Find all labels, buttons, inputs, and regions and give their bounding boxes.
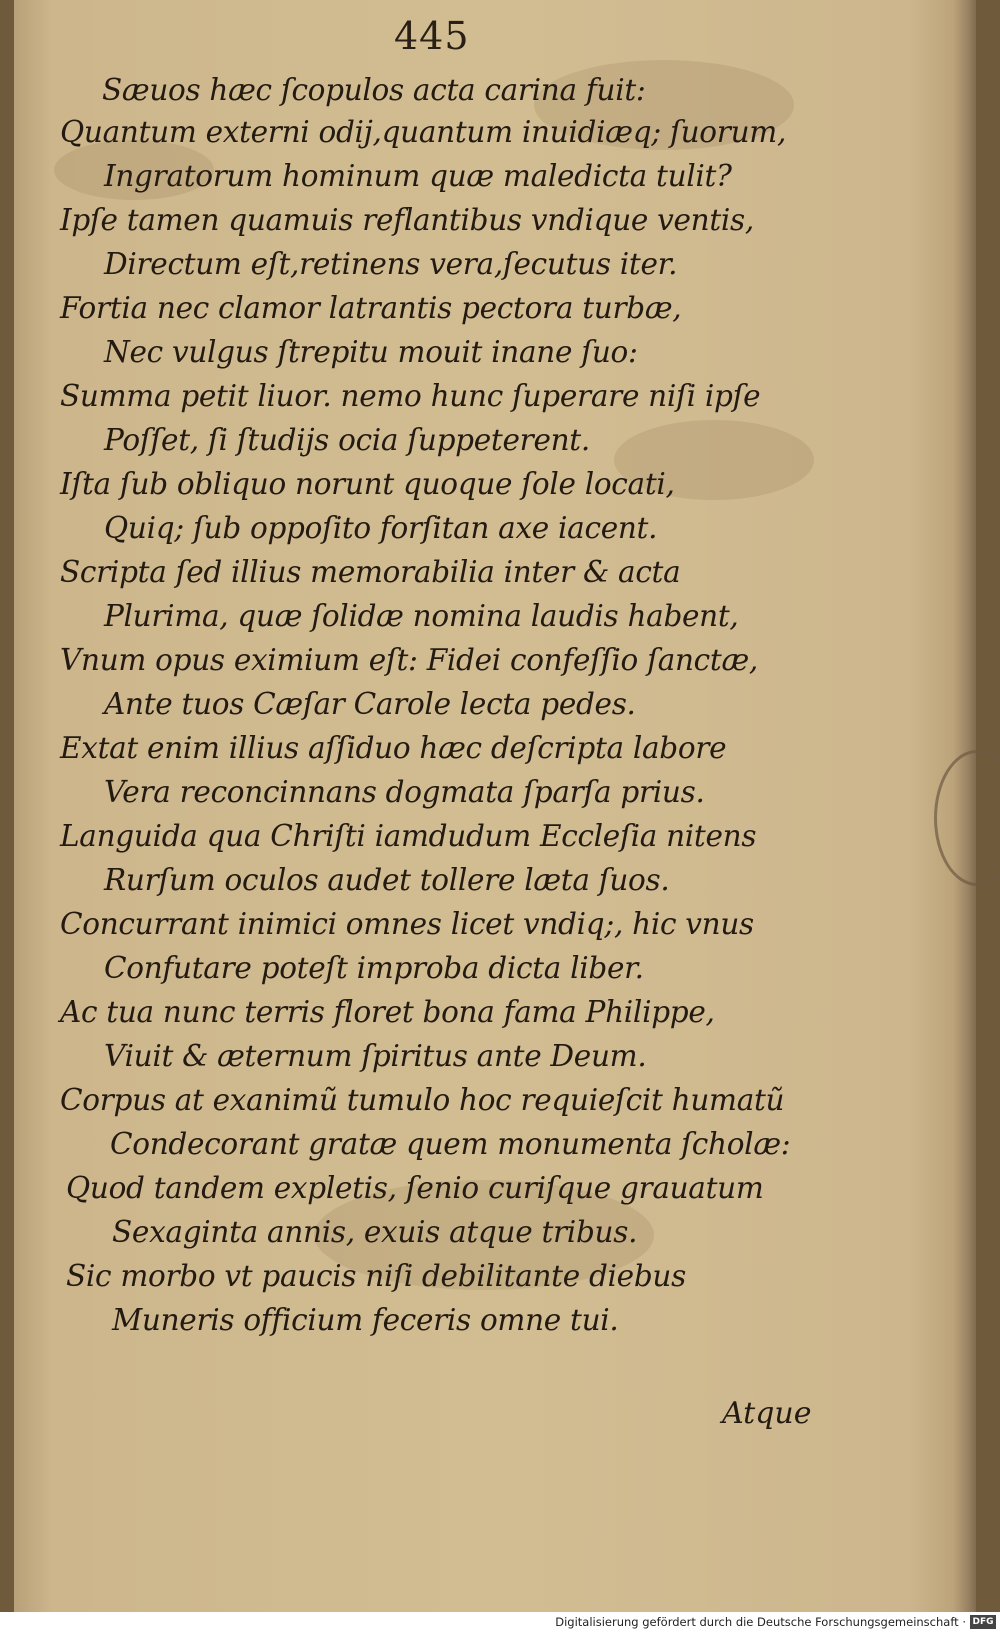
verse-line: Ipſe tamen quamuis reflantibus vndique ventis, <box>60 203 754 237</box>
verse-line: Poſſet, ſi ſtudijs ocia ſuppeterent. <box>104 423 590 457</box>
verse-line: Condecorant gratæ quem monumenta ſcholæ: <box>110 1127 791 1161</box>
verse-line: Viuit & æternum ſpiritus ante Deum. <box>104 1039 647 1073</box>
verse-line: Muneris officium feceris omne tui. <box>112 1303 619 1337</box>
verse-line: Concurrant inimici omnes licet vndiq;, hic vnus <box>60 907 754 941</box>
verse-line: Sic morbo vt paucis niſi debilitante diebus <box>66 1259 686 1293</box>
verse-line: Vnum opus eximium eſt: Fidei confeſſio ſanctæ, <box>60 643 758 677</box>
dfg-logo: DFG <box>970 1615 996 1629</box>
verse-line: Extat enim illius aſſiduo hæc deſcripta labore <box>60 731 727 765</box>
verse-line: Corpus at exanimũ tumulo hoc requieſcit humatũ <box>60 1083 785 1117</box>
verse-line: Quantum externi odij,quantum inuidiæq; ſuorum, <box>60 115 787 149</box>
catchword: Atque <box>722 1396 812 1431</box>
verse-line: Summa petit liuor. nemo hunc ſuperare niſi ipſe <box>60 379 761 413</box>
verse-line: Fortia nec clamor latrantis pectora turbæ, <box>60 291 682 325</box>
verse-line: Ac tua nunc terris floret bona fama Philippe, <box>60 995 715 1029</box>
verse-line: Languida qua Chriſti iamdudum Eccleſia nitens <box>60 819 757 853</box>
verse-line: Nec vulgus ſtrepitu mouit inane ſuo: <box>104 335 638 369</box>
verse-line: Vera reconcinnans dogmata ſparſa prius. <box>104 775 705 809</box>
verse-line: Quiq; ſub oppoſito forſitan axe iacent. <box>104 511 658 545</box>
footer-credit: Digitalisierung gefördert durch die Deutsche Forschungsgemeinschaft · <box>555 1615 966 1629</box>
verse-line: Quod tandem expletis, ſenio curiſque grauatum <box>66 1171 764 1205</box>
book-page <box>14 0 976 1612</box>
verse-line: Sæuos hæc ſcopulos acta carina fuit: <box>102 73 646 107</box>
verse-line: Rurſum oculos audet tollere læta ſuos. <box>104 863 670 897</box>
verse-line: Scripta ſed illius memorabilia inter & acta <box>60 555 681 589</box>
folio-number: 445 <box>394 14 470 58</box>
verse-line: Plurima, quæ ſolidæ nomina laudis habent, <box>104 599 739 633</box>
verse-line: Confutare poteſt improba dicta liber. <box>104 951 644 985</box>
footer-bar <box>0 1612 1000 1633</box>
verse-line: Ingratorum hominum quæ maledicta tulit? <box>104 159 732 193</box>
verse-line: Iſta ſub obliquo norunt quoque ſole locati, <box>60 467 675 501</box>
verse-line: Ante tuos Cæſar Carole lecta pedes. <box>104 687 636 721</box>
verse-line: Sexaginta annis, exuis atque tribus. <box>112 1215 638 1249</box>
verse-line: Directum eſt,retinens vera,ſecutus iter. <box>104 247 678 281</box>
